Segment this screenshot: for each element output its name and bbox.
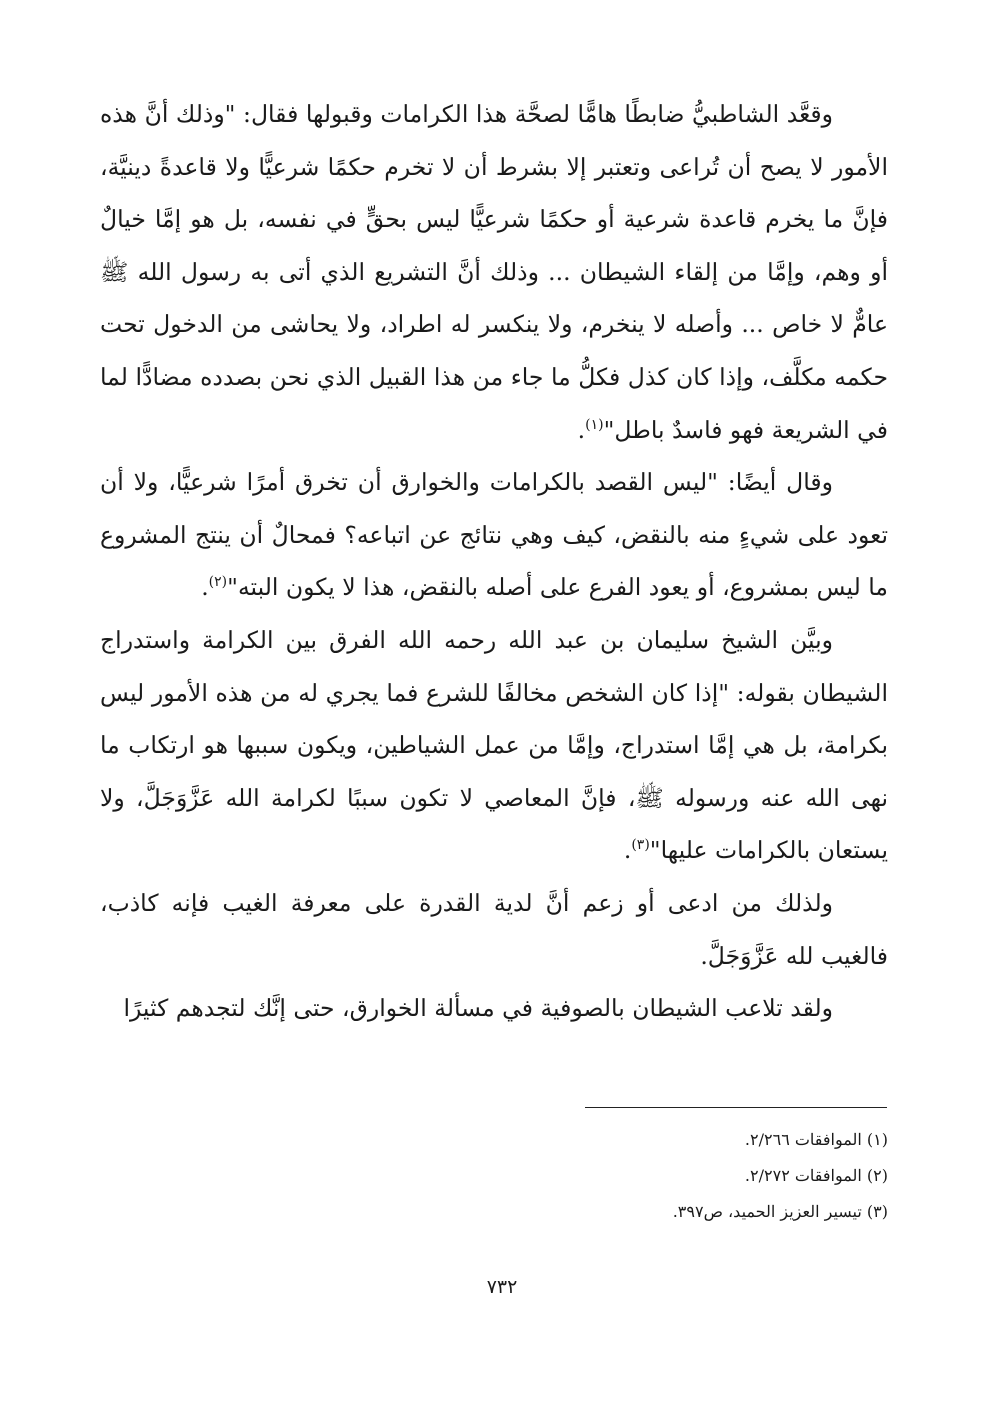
footnote-1: (١) الموافقات ٢/٢٦٦.	[744, 1130, 888, 1149]
paragraph-end: .	[201, 573, 209, 602]
page-number: ٧٣٢	[486, 1276, 518, 1298]
paragraph-text: وقعَّد الشاطبيُّ ضابطًا هامًّا لصحَّة هذا الكرامات وقبولها فقال: "وذلك أنَّ هذه الأمور لا يصح أن تُراعى وتعتبر إلا بشرط أن لا تخرم حكمًا شرعيًّا ولا قاعدةً دينيَّة، فإنَّ ما يخرم قاعدة شرعية أو حكمًا شرعيًّا ليس بحقٍّ في نفسه، بل هو إمَّا خيالٌ أو وهم، وإمَّا من إلقاء الشيطان ... وذلك أنَّ التشريع الذي أتى به رسول الله ﷺ عامٌّ لا خاص ... وأصله لا ينخرم، ولا ينكسر له اطراد، ولا يحاشى من الدخول تحت حكمه مكلَّف، وإذا كان كذل فكلُّ ما جاء من هذا القبيل الذي نحن بصدده مضادًّا لما في الشريعة فهو فاسدٌ باطل"	[100, 100, 888, 444]
footnote-2: (٢) الموافقات ٢/٢٧٢.	[744, 1166, 888, 1185]
paragraph-text: وبيَّن الشيخ سليمان بن عبد الله رحمه الله الفرق بين الكرامة واستدراج الشيطان بقوله: "إذا كان الشخص مخالفًا للشرع فما يجري له من هذه الأمور ليس بكرامة، بل هي إمَّا استدراج، وإمَّا من عمل الشياطين، ويكون سببها هو ارتكاب ما نهى الله عنه ورسوله ﷺ، فإنَّ المعاصي لا تكون سببًا لكرامة الله عَزَّوَجَلَّ، ولا يستعان بالكرامات عليها"	[100, 625, 888, 865]
footnote-3: (٣) تيسير العزيز الحميد، ص٣٩٧.	[672, 1202, 888, 1221]
footnote-reference[interactable]: (٣)	[631, 837, 650, 854]
footnote-reference[interactable]: (١)	[585, 416, 604, 433]
paragraph-sulaiman	[100, 614, 888, 877]
paragraph-shatibi-also	[100, 456, 888, 614]
paragraph-text: وقال أيضًا: "ليس القصد بالكرامات والخوارق أن تخرق أمرًا شرعيًّا، ولا أن تعود على شيءٍ منه بالنقض، كيف وهي نتائج عن اتباعه؟ فمحالٌ أن ينتج المشروع ما ليس بمشروع، أو يعود الفرع على أصله بالنقض، هذا لا يكون البته"	[100, 468, 888, 602]
paragraph-text: ولقد تلاعب الشيطان بالصوفية في مسألة الخوارق، حتى إنَّك لتجدهم كثيرًا	[123, 994, 833, 1023]
footnotes	[100, 1122, 888, 1230]
footnote-separator	[585, 1107, 887, 1108]
paragraph-sufiyya	[100, 982, 888, 1035]
main-text	[100, 88, 888, 1035]
paragraph-shatibi-criterion	[100, 88, 888, 456]
paragraph-end: .	[623, 836, 632, 865]
footnote-reference[interactable]: (٢)	[208, 574, 228, 591]
paragraph-end: .	[577, 415, 586, 444]
paragraph-ghayb	[100, 877, 888, 982]
paragraph-text: ولذلك من ادعى أو زعم أنَّ لدية القدرة على معرفة الغيب فإنه كاذب، فالغيب لله عَزَّوَجَلَّ.	[100, 888, 888, 970]
